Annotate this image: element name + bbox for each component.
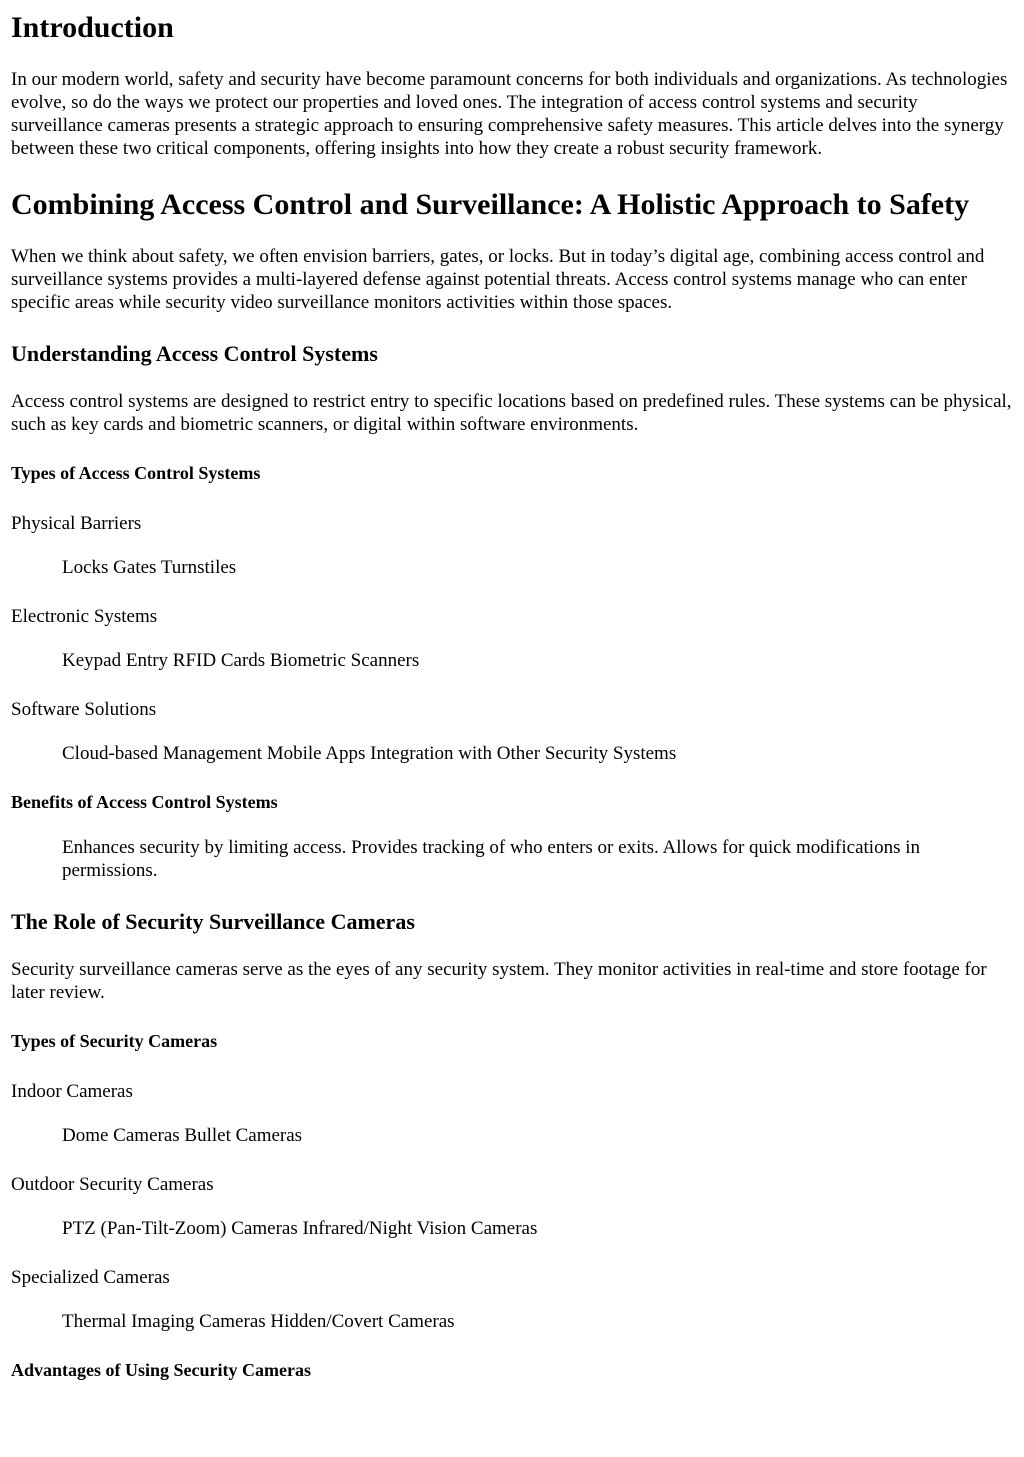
camera-type-items: Dome Cameras Bullet Cameras xyxy=(62,1125,303,1146)
camera-types-heading: Types of Security Cameras xyxy=(11,1031,218,1051)
access-control-benefits-heading: Benefits of Access Control Systems xyxy=(11,792,278,812)
camera-type-items: Thermal Imaging Cameras Hidden/Covert Cameras xyxy=(62,1311,455,1332)
combining-heading: Combining Access Control and Surveillance: A Holistic Approach to Safety xyxy=(11,188,970,221)
access-type-label: Physical Barriers xyxy=(11,513,142,534)
access-control-types-heading: Types of Access Control Systems xyxy=(11,463,261,483)
access-type-label: Software Solutions xyxy=(11,699,157,720)
access-type-items: Keypad Entry RFID Cards Biometric Scanners xyxy=(62,650,420,671)
camera-advantages-heading: Advantages of Using Security Cameras xyxy=(11,1360,311,1380)
access-type-label: Electronic Systems xyxy=(11,606,158,627)
introduction-heading: Introduction xyxy=(11,11,174,44)
combining-paragraph: When we think about safety, we often envision barriers, gates, or locks. But in today’s digital age, combining access control and surveillance systems provides a multi-layered defense against potential threats. Access control systems manage who can enter specific areas while security video surveillance monitors activities within those spaces. xyxy=(11,246,985,313)
camera-type-label: Specialized Cameras xyxy=(11,1267,170,1288)
camera-type-label: Outdoor Security Cameras xyxy=(11,1174,214,1195)
access-type-items: Cloud-based Management Mobile Apps Integration with Other Security Systems xyxy=(62,743,677,764)
introduction-paragraph: In our modern world, safety and security have become paramount concerns for both individuals and organizations. As technologies evolve, so do the ways we protect our properties and loved ones. The integration of access control systems and security surveillance cameras presents a strategic approach to ensuring comprehensive safety measures. This article delves into the synergy between these two critical components, offering insights into how they create a robust security framework. xyxy=(11,69,1008,159)
access-control-paragraph: Access control systems are designed to restrict entry to specific locations based on predefined rules. These systems can be physical, such as key cards and biometric scanners, or digital within software environments. xyxy=(11,391,1012,435)
camera-type-items: PTZ (Pan-Tilt-Zoom) Cameras Infrared/Night Vision Cameras xyxy=(62,1218,538,1239)
article xyxy=(0,11,1024,1381)
access-control-heading: Understanding Access Control Systems xyxy=(11,341,378,366)
cameras-paragraph: Security surveillance cameras serve as the eyes of any security system. They monitor activities in real-time and store footage for later review. xyxy=(11,959,987,1003)
access-control-benefits-text: Enhances security by limiting access. Provides tracking of who enters or exits. Allows for quick modifications in permissions. xyxy=(62,837,920,881)
cameras-heading: The Role of Security Surveillance Cameras xyxy=(11,909,415,934)
camera-type-label: Indoor Cameras xyxy=(11,1081,133,1102)
access-type-items: Locks Gates Turnstiles xyxy=(62,557,237,578)
